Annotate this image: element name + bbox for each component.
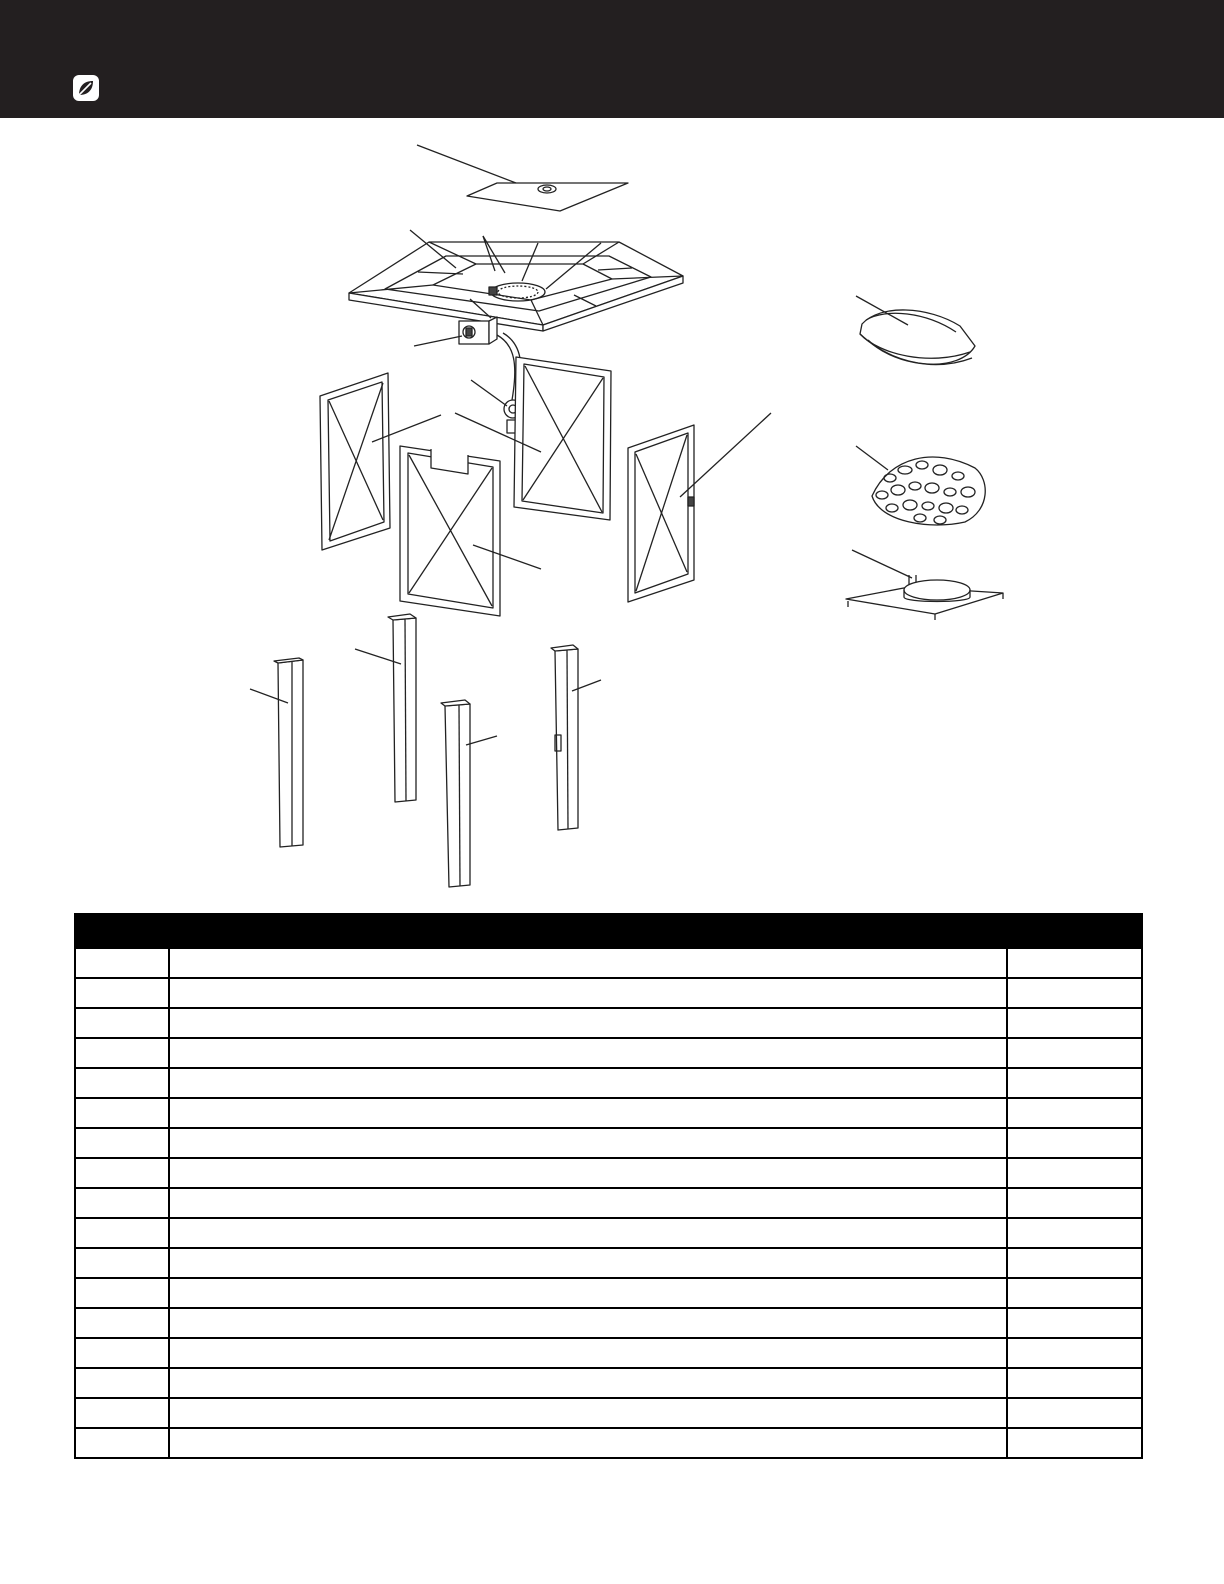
lid-panel xyxy=(417,145,628,211)
quantity-cell xyxy=(1007,1248,1142,1278)
table-row xyxy=(75,978,1142,1008)
part-number-cell xyxy=(75,1308,169,1338)
description-cell xyxy=(169,948,1007,978)
description-cell xyxy=(169,1068,1007,1098)
part-number-cell xyxy=(75,1218,169,1248)
table-row xyxy=(75,1428,1142,1458)
part-number-cell xyxy=(75,1428,169,1458)
table-row xyxy=(75,1068,1142,1098)
description-cell xyxy=(169,1338,1007,1368)
cover xyxy=(856,296,975,364)
part-number-cell xyxy=(75,1368,169,1398)
table-row xyxy=(75,1098,1142,1128)
part-number-cell xyxy=(75,1338,169,1368)
description-cell xyxy=(169,1398,1007,1428)
table-row xyxy=(75,1338,1142,1368)
table-row xyxy=(75,1368,1142,1398)
table-row xyxy=(75,1398,1142,1428)
quantity-cell xyxy=(1007,1308,1142,1338)
quantity-cell xyxy=(1007,1398,1142,1428)
burner-tray xyxy=(349,230,683,331)
table-header-row xyxy=(75,914,1142,948)
description-cell xyxy=(169,1008,1007,1038)
description-header xyxy=(169,914,1007,948)
gas-regulator xyxy=(471,333,522,433)
quantity-cell xyxy=(1007,1338,1142,1368)
quantity-cell xyxy=(1007,1158,1142,1188)
description-cell xyxy=(169,1098,1007,1128)
description-cell xyxy=(169,1158,1007,1188)
part-number-cell xyxy=(75,1278,169,1308)
quantity-cell xyxy=(1007,978,1142,1008)
quantity-cell xyxy=(1007,1188,1142,1218)
part-number-cell xyxy=(75,948,169,978)
description-cell xyxy=(169,1188,1007,1218)
part-number-cell xyxy=(75,1128,169,1158)
burner-support-frame xyxy=(846,550,1003,620)
description-cell xyxy=(169,1038,1007,1068)
leg-back-left xyxy=(355,614,416,802)
quantity-cell xyxy=(1007,1218,1142,1248)
leg-front-right xyxy=(441,700,497,887)
table-row xyxy=(75,1308,1142,1338)
leaf-logo-icon xyxy=(72,74,100,102)
quantity-cell xyxy=(1007,1368,1142,1398)
part-number-cell xyxy=(75,1248,169,1278)
part-number-cell xyxy=(75,1098,169,1128)
quantity-cell xyxy=(1007,1278,1142,1308)
table-row xyxy=(75,1008,1142,1038)
quantity-cell xyxy=(1007,1008,1142,1038)
description-cell xyxy=(169,1278,1007,1308)
description-cell xyxy=(169,1368,1007,1398)
description-cell xyxy=(169,1128,1007,1158)
description-cell xyxy=(169,1308,1007,1338)
page-header-bar xyxy=(0,0,1224,118)
quantity-cell xyxy=(1007,1038,1142,1068)
igniter-box xyxy=(414,317,497,346)
description-cell xyxy=(169,1248,1007,1278)
table-row xyxy=(75,1218,1142,1248)
leg-front-left xyxy=(250,658,303,847)
description-cell xyxy=(169,978,1007,1008)
quantity-cell xyxy=(1007,1098,1142,1128)
part-number-header xyxy=(75,914,169,948)
side-panel-right-door xyxy=(628,413,771,602)
part-number-cell xyxy=(75,1188,169,1218)
table-row xyxy=(75,948,1142,978)
description-cell xyxy=(169,1428,1007,1458)
leg-back-right xyxy=(551,645,601,830)
part-number-cell xyxy=(75,1398,169,1428)
part-number-cell xyxy=(75,978,169,1008)
part-number-cell xyxy=(75,1008,169,1038)
quantity-header xyxy=(1007,914,1142,948)
quantity-cell xyxy=(1007,1068,1142,1098)
quantity-cell xyxy=(1007,948,1142,978)
fire-glass xyxy=(856,446,985,525)
part-number-cell xyxy=(75,1068,169,1098)
table-row xyxy=(75,1158,1142,1188)
table-row xyxy=(75,1128,1142,1158)
part-number-cell xyxy=(75,1158,169,1188)
part-number-cell xyxy=(75,1038,169,1068)
parts-table-body xyxy=(75,948,1142,1458)
table-row xyxy=(75,1248,1142,1278)
exploded-parts-diagram xyxy=(0,118,1224,908)
table-row xyxy=(75,1038,1142,1068)
table-row xyxy=(75,1188,1142,1218)
description-cell xyxy=(169,1218,1007,1248)
parts-list-table xyxy=(74,913,1143,1459)
quantity-cell xyxy=(1007,1428,1142,1458)
quantity-cell xyxy=(1007,1128,1142,1158)
table-row xyxy=(75,1278,1142,1308)
